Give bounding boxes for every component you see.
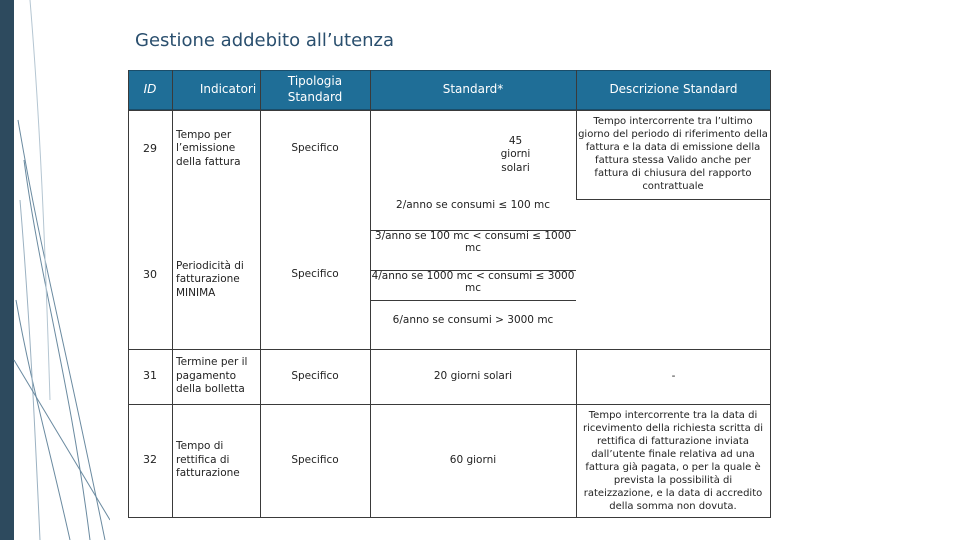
row-30-tipologia: Specifico bbox=[291, 268, 339, 281]
row-29-standard: 45 giorni solari bbox=[500, 134, 531, 174]
header-standard: Standard* bbox=[442, 82, 504, 97]
row-32-standard: 60 giorni bbox=[449, 453, 497, 466]
grid-line bbox=[770, 70, 771, 518]
row-32-indicatore: Tempo di rettifica di fatturazione bbox=[176, 440, 240, 480]
row-32-tipologia: Specifico bbox=[291, 453, 339, 466]
row-30-standard-item: 3/anno se 100 mc < consumi ≤ 1000 mc bbox=[374, 230, 572, 254]
row-31-descrizione: - bbox=[671, 369, 676, 382]
row-30-standard-item: 6/anno se consumi > 3000 mc bbox=[392, 314, 554, 326]
row-30-id: 30 bbox=[143, 267, 157, 281]
header-tipologia: Tipologia Standard bbox=[287, 74, 343, 104]
grid-line bbox=[128, 517, 771, 518]
row-30-standard-item: 4/anno se 1000 mc < consumi ≤ 3000 mc bbox=[371, 270, 575, 294]
grid-line bbox=[172, 70, 173, 518]
row-29-id: 29 bbox=[143, 141, 157, 155]
grid-line bbox=[576, 199, 771, 200]
row-31-standard: 20 giorni solari bbox=[433, 369, 513, 382]
header-indicatori: Indicatori bbox=[199, 82, 257, 97]
row-31-tipologia: Specifico bbox=[291, 369, 339, 382]
row-32-descrizione: Tempo intercorrente tra la data di ricevimento della richiesta scritta di rettifica di fatturazione inviata dall’utente finale relativa ad una fattura già pagata, o per la quale è prevista la possibilità di rateizzazione, e la data di accredito della somma non dovuta. bbox=[582, 409, 763, 512]
row-29-indicatore: Tempo per l’emissione della fattura bbox=[176, 128, 241, 168]
header-id: ID bbox=[143, 82, 157, 97]
standards-table bbox=[128, 70, 771, 518]
decorative-lines-graphic bbox=[0, 0, 110, 540]
grid-line bbox=[370, 300, 576, 301]
header-descrizione: Descrizione Standard bbox=[609, 82, 738, 97]
row-29-tipologia: Specifico bbox=[291, 142, 339, 155]
row-30-standard-item: 2/anno se consumi ≤ 100 mc bbox=[396, 199, 550, 211]
row-31-indicatore: Termine per il pagamento della bolletta bbox=[176, 356, 248, 396]
grid-line bbox=[576, 70, 577, 199]
page-title: Gestione addebito all’utenza bbox=[135, 30, 395, 51]
row-30-indicatore: Periodicità di fatturazione MINIMA bbox=[176, 259, 244, 299]
row-31-id: 31 bbox=[143, 369, 157, 383]
row-29-descrizione: Tempo intercorrente tra l’ultimo giorno del periodo di riferimento della fattura e la data di emissione della fattura stessa Valido anche per fattura di chiusura del rapporto contrattuale bbox=[578, 116, 768, 192]
row-32-id: 32 bbox=[143, 453, 157, 467]
